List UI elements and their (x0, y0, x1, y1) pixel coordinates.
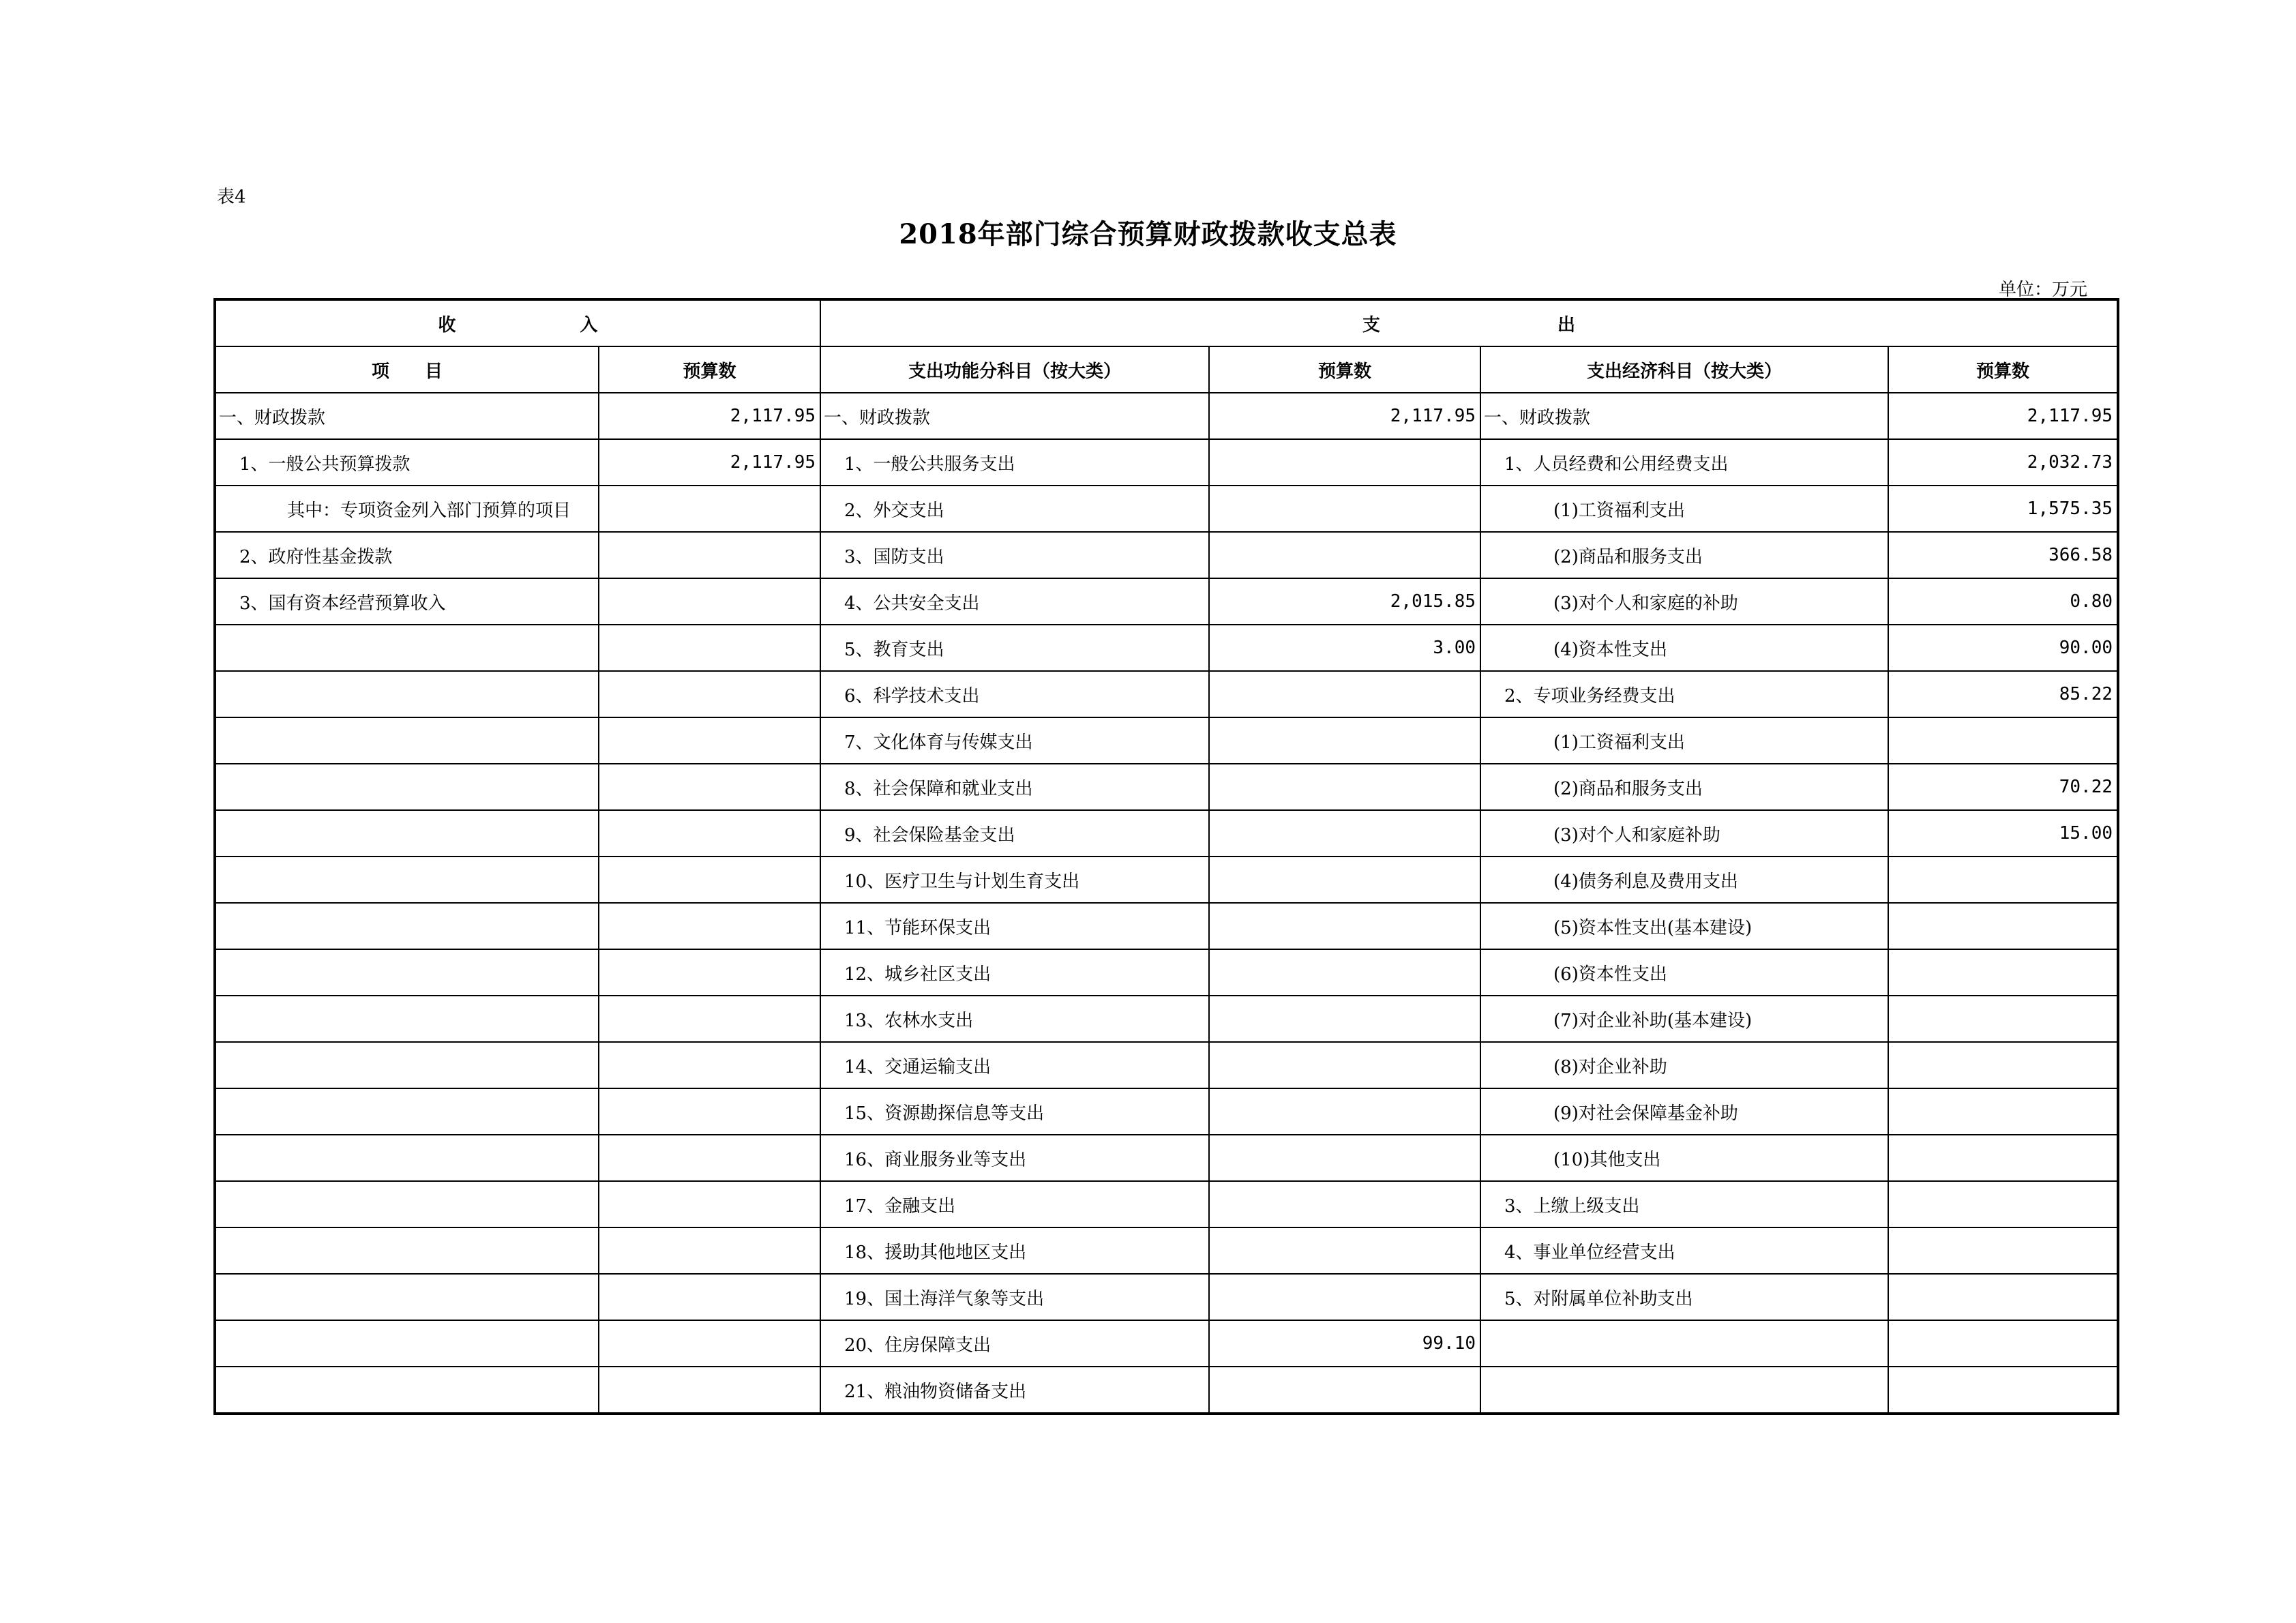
income-budget-cell (599, 1088, 820, 1135)
func-budget-cell (1209, 717, 1480, 764)
col-header-income-budget: 预算数 (599, 346, 820, 393)
econ-budget-cell (1888, 1227, 2118, 1274)
func-item-cell: 18、援助其他地区支出 (820, 1227, 1209, 1274)
income-budget-cell (599, 996, 820, 1042)
income-item-cell (215, 1135, 599, 1181)
income-item-cell (215, 671, 599, 717)
table-row (215, 717, 2118, 764)
table-row (215, 1367, 2118, 1414)
table-row (215, 764, 2118, 810)
func-budget-cell (1209, 486, 1480, 532)
func-budget-cell (1209, 1042, 1480, 1088)
table-row (215, 671, 2118, 717)
func-item-cell: 6、科学技术支出 (820, 671, 1209, 717)
table-label: 表4 (217, 187, 246, 207)
page-title: 2018年部门综合预算财政拨款收支总表 (899, 218, 1397, 250)
econ-item-cell: 2、专项业务经费支出 (1480, 671, 1888, 717)
func-budget-cell (1209, 1367, 1480, 1414)
func-budget-cell (1209, 1227, 1480, 1274)
econ-budget-cell: 366.58 (1888, 532, 2118, 578)
col-header-econ: 支出经济科目（按大类） (1480, 346, 1888, 393)
income-budget-cell: 2,117.95 (599, 393, 820, 439)
income-budget-cell (599, 671, 820, 717)
func-item-cell: 20、住房保障支出 (820, 1320, 1209, 1367)
func-budget-cell: 99.10 (1209, 1320, 1480, 1367)
table-row (215, 1135, 2118, 1181)
income-budget-cell (599, 949, 820, 996)
econ-budget-cell: 15.00 (1888, 810, 2118, 857)
func-budget-cell: 2,015.85 (1209, 578, 1480, 625)
econ-item-cell: (6)资本性支出 (1480, 949, 1888, 996)
func-budget-cell (1209, 810, 1480, 857)
table-row (215, 1227, 2118, 1274)
econ-item-cell: (2)商品和服务支出 (1480, 764, 1888, 810)
func-budget-cell (1209, 1274, 1480, 1320)
income-item-cell (215, 1042, 599, 1088)
func-item-cell: 8、社会保障和就业支出 (820, 764, 1209, 810)
func-budget-cell (1209, 949, 1480, 996)
table-row (215, 996, 2118, 1042)
econ-item-cell: 4、事业单位经营支出 (1480, 1227, 1888, 1274)
income-budget-cell (599, 532, 820, 578)
econ-item-cell (1480, 1367, 1888, 1414)
income-item-cell (215, 857, 599, 903)
table-row (215, 532, 2118, 578)
income-item-cell (215, 1320, 599, 1367)
func-budget-cell (1209, 996, 1480, 1042)
income-budget-cell (599, 717, 820, 764)
econ-budget-cell (1888, 1367, 2118, 1414)
col-header-econ-budget: 预算数 (1888, 346, 2118, 393)
table-row (215, 578, 2118, 625)
income-item-cell (215, 1181, 599, 1227)
econ-item-cell (1480, 1320, 1888, 1367)
func-item-cell: 14、交通运输支出 (820, 1042, 1209, 1088)
income-budget-cell (599, 1135, 820, 1181)
func-item-cell: 12、城乡社区支出 (820, 949, 1209, 996)
income-item-cell: 1、一般公共预算拨款 (215, 439, 599, 486)
group-header-row (215, 299, 2118, 346)
econ-item-cell: (5)资本性支出(基本建设) (1480, 903, 1888, 949)
table-row (215, 393, 2118, 439)
econ-budget-cell (1888, 903, 2118, 949)
income-budget-cell (599, 903, 820, 949)
income-item-cell: 其中：专项资金列入部门预算的项目 (215, 486, 599, 532)
func-budget-cell (1209, 1181, 1480, 1227)
func-item-cell: 5、教育支出 (820, 625, 1209, 671)
income-item-cell: 2、政府性基金拨款 (215, 532, 599, 578)
func-item-cell: 1、一般公共服务支出 (820, 439, 1209, 486)
table-row (215, 439, 2118, 486)
econ-item-cell: (8)对企业补助 (1480, 1042, 1888, 1088)
func-budget-cell: 3.00 (1209, 625, 1480, 671)
econ-item-cell: (10)其他支出 (1480, 1135, 1888, 1181)
column-header-row (215, 346, 2118, 393)
col-header-func: 支出功能分科目（按大类） (820, 346, 1209, 393)
income-budget-cell (599, 1181, 820, 1227)
col-header-item: 项 目 (215, 346, 599, 393)
func-item-cell: 17、金融支出 (820, 1181, 1209, 1227)
income-item-cell (215, 903, 599, 949)
econ-item-cell: 一、财政拨款 (1480, 393, 1888, 439)
econ-budget-cell (1888, 949, 2118, 996)
econ-budget-cell: 2,032.73 (1888, 439, 2118, 486)
income-item-cell (215, 717, 599, 764)
func-item-cell: 7、文化体育与传媒支出 (820, 717, 1209, 764)
func-item-cell: 11、节能环保支出 (820, 903, 1209, 949)
econ-budget-cell (1888, 857, 2118, 903)
func-item-cell: 4、公共安全支出 (820, 578, 1209, 625)
income-item-cell (215, 1274, 599, 1320)
income-budget-cell (599, 1320, 820, 1367)
income-item-cell (215, 1088, 599, 1135)
table-row (215, 857, 2118, 903)
income-item-cell (215, 764, 599, 810)
income-budget-cell (599, 857, 820, 903)
income-budget-cell (599, 764, 820, 810)
econ-budget-cell: 2,117.95 (1888, 393, 2118, 439)
func-budget-cell: 2,117.95 (1209, 393, 1480, 439)
income-budget-cell (599, 486, 820, 532)
econ-item-cell: (1)工资福利支出 (1480, 486, 1888, 532)
func-item-cell: 16、商业服务业等支出 (820, 1135, 1209, 1181)
func-item-cell: 19、国土海洋气象等支出 (820, 1274, 1209, 1320)
budget-table (213, 298, 2119, 1415)
econ-budget-cell (1888, 1181, 2118, 1227)
func-budget-cell (1209, 1088, 1480, 1135)
func-item-cell: 15、资源勘探信息等支出 (820, 1088, 1209, 1135)
econ-budget-cell: 70.22 (1888, 764, 2118, 810)
table-row (215, 1181, 2118, 1227)
econ-item-cell: (3)对个人和家庭补助 (1480, 810, 1888, 857)
table-row (215, 1088, 2118, 1135)
econ-budget-cell (1888, 996, 2118, 1042)
econ-item-cell: (2)商品和服务支出 (1480, 532, 1888, 578)
econ-budget-cell: 0.80 (1888, 578, 2118, 625)
func-item-cell: 一、财政拨款 (820, 393, 1209, 439)
income-budget-cell (599, 625, 820, 671)
econ-item-cell: (4)债务利息及费用支出 (1480, 857, 1888, 903)
income-budget-cell (599, 810, 820, 857)
table-row (215, 1320, 2118, 1367)
income-item-cell (215, 1227, 599, 1274)
econ-item-cell: (3)对个人和家庭的补助 (1480, 578, 1888, 625)
econ-budget-cell (1888, 717, 2118, 764)
econ-budget-cell (1888, 1274, 2118, 1320)
econ-budget-cell (1888, 1135, 2118, 1181)
col-header-func-budget: 预算数 (1209, 346, 1480, 393)
income-item-cell (215, 625, 599, 671)
econ-budget-cell: 85.22 (1888, 671, 2118, 717)
func-budget-cell (1209, 857, 1480, 903)
income-group-header: 收 入 (215, 299, 820, 346)
func-budget-cell (1209, 439, 1480, 486)
income-item-cell (215, 996, 599, 1042)
func-item-cell: 13、农林水支出 (820, 996, 1209, 1042)
econ-item-cell: (9)对社会保障基金补助 (1480, 1088, 1888, 1135)
func-item-cell: 10、医疗卫生与计划生育支出 (820, 857, 1209, 903)
func-item-cell: 3、国防支出 (820, 532, 1209, 578)
table-row (215, 1042, 2118, 1088)
func-item-cell: 21、粮油物资储备支出 (820, 1367, 1209, 1414)
econ-item-cell: (7)对企业补助(基本建设) (1480, 996, 1888, 1042)
table-row (215, 625, 2118, 671)
income-budget-cell: 2,117.95 (599, 439, 820, 486)
income-budget-cell (599, 1274, 820, 1320)
econ-budget-cell (1888, 1320, 2118, 1367)
income-item-cell: 3、国有资本经营预算收入 (215, 578, 599, 625)
econ-budget-cell (1888, 1042, 2118, 1088)
table-row (215, 486, 2118, 532)
econ-item-cell: 3、上缴上级支出 (1480, 1181, 1888, 1227)
income-budget-cell (599, 1227, 820, 1274)
func-item-cell: 2、外交支出 (820, 486, 1209, 532)
unit-label: 单位：万元 (1998, 280, 2087, 300)
income-budget-cell (599, 1042, 820, 1088)
func-budget-cell (1209, 671, 1480, 717)
income-budget-cell (599, 578, 820, 625)
table-row (215, 810, 2118, 857)
func-budget-cell (1209, 532, 1480, 578)
expense-group-header: 支 出 (820, 299, 2118, 346)
income-budget-cell (599, 1367, 820, 1414)
func-budget-cell (1209, 903, 1480, 949)
income-item-cell: 一、财政拨款 (215, 393, 599, 439)
income-item-cell (215, 1367, 599, 1414)
func-budget-cell (1209, 1135, 1480, 1181)
econ-budget-cell: 1,575.35 (1888, 486, 2118, 532)
func-item-cell: 9、社会保险基金支出 (820, 810, 1209, 857)
income-item-cell (215, 949, 599, 996)
econ-budget-cell: 90.00 (1888, 625, 2118, 671)
econ-item-cell: (1)工资福利支出 (1480, 717, 1888, 764)
econ-budget-cell (1888, 1088, 2118, 1135)
func-budget-cell (1209, 764, 1480, 810)
econ-item-cell: 5、对附属单位补助支出 (1480, 1274, 1888, 1320)
table-row (215, 903, 2118, 949)
income-item-cell (215, 810, 599, 857)
econ-item-cell: (4)资本性支出 (1480, 625, 1888, 671)
table-row (215, 1274, 2118, 1320)
table-row (215, 949, 2118, 996)
econ-item-cell: 1、人员经费和公用经费支出 (1480, 439, 1888, 486)
